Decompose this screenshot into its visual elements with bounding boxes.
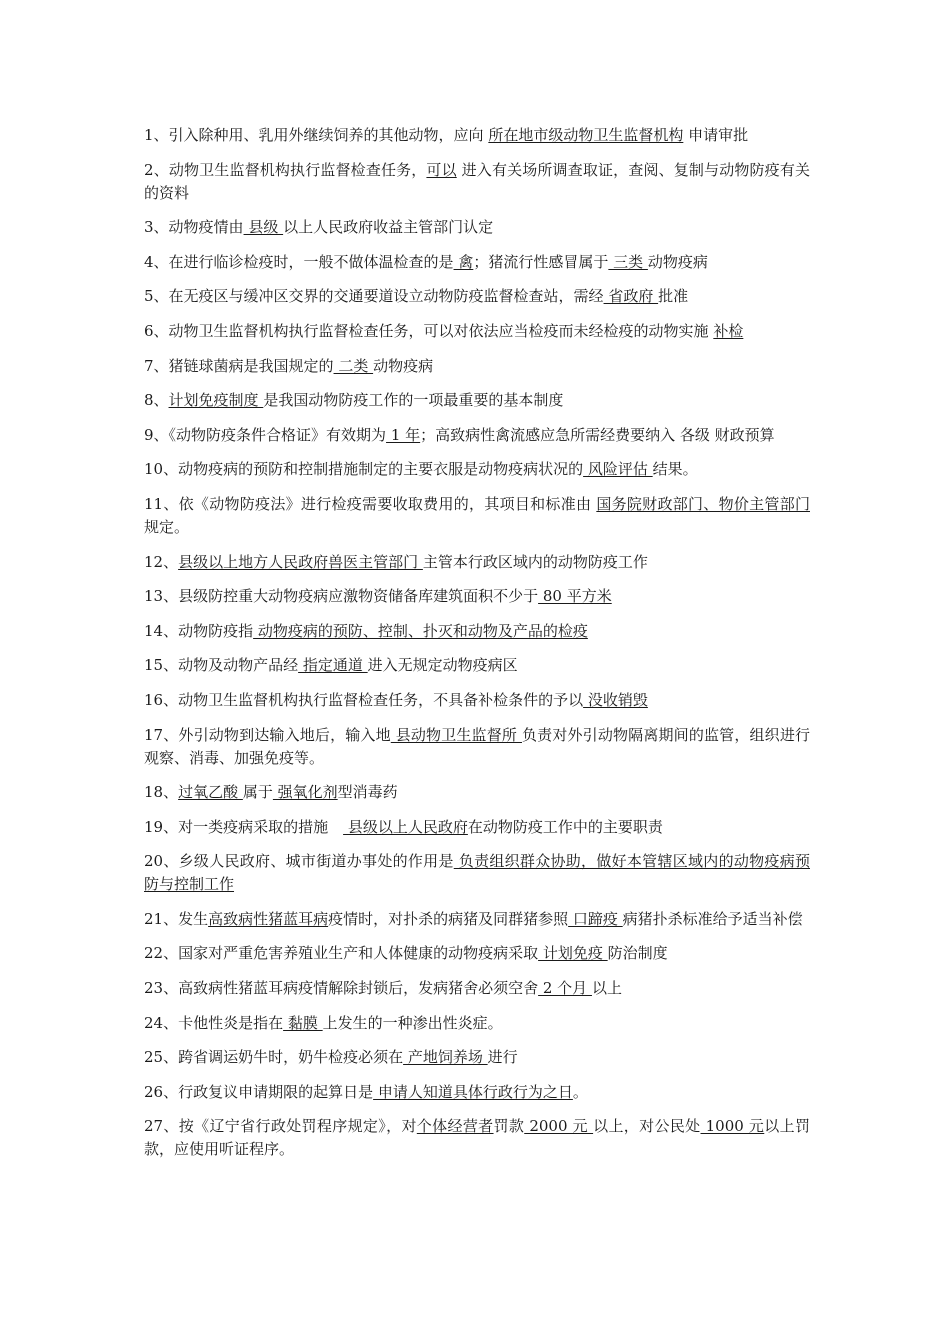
question-text: 18、 xyxy=(144,783,179,802)
answer-text: 过氧乙酸 xyxy=(178,783,243,802)
answer-text: 国务院财政部门、物价主管部门 xyxy=(596,494,810,513)
answer-text: 县级以上人民政府 xyxy=(343,817,468,836)
question-text: 16、动物卫生监督机构执行监督检查任务，不具备补检条件的予以 xyxy=(144,690,584,709)
question-item xyxy=(144,1046,810,1069)
question-text: ；猪流行性感冒属于 xyxy=(473,252,609,271)
answer-text: 产地饲养场 xyxy=(403,1048,488,1067)
question-item xyxy=(144,654,810,677)
answer-text: 二类 xyxy=(333,356,374,375)
question-text: 7、猪链球菌病是我国规定的 xyxy=(144,356,334,375)
question-item xyxy=(144,1115,810,1161)
question-text: 在动物防疫工作中的主要职责 xyxy=(467,817,663,836)
question-item xyxy=(144,689,810,712)
question-text: 21、发生 xyxy=(144,909,209,928)
answer-text: 县级 xyxy=(243,218,284,237)
question-text: 申请审批 xyxy=(683,126,749,144)
answer-text: 补检 xyxy=(713,321,744,340)
question-item xyxy=(144,251,810,274)
question-text: 22、国家对严重危害养殖业生产和人体健康的动物疫病采取 xyxy=(144,944,539,963)
question-text: 12、 xyxy=(144,552,179,571)
question-text: 26、行政复议申请期限的起算日是 xyxy=(144,1082,374,1101)
answer-text: 负责组织群众协助，做好本管辖区域内的动物疫病预防与控制工作 xyxy=(144,852,810,894)
question-text: 9、《动物防疫条件合格证》有效期为 xyxy=(144,425,387,444)
question-text: 批准 xyxy=(658,287,689,306)
question-text: 上发生的一种渗出性炎症。 xyxy=(322,1013,503,1032)
question-text: 以上，对公民处 xyxy=(593,1117,701,1136)
question-text: 进入无规定动物疫病区 xyxy=(367,656,518,675)
question-item xyxy=(144,620,810,643)
question-text: 5、在无疫区与缓冲区交界的交通要道设立动物防疫监督检查站，需经 xyxy=(144,287,604,306)
question-text: 1、引入除种用、乳用外继续饲养的其他动物，应向 xyxy=(144,126,489,144)
question-text: 。 xyxy=(572,1082,588,1101)
question-text: 23、高致病性猪蓝耳病疫情解除封锁后，发病猪舍必须空舍 xyxy=(144,979,539,998)
question-text: 以上 xyxy=(591,979,622,998)
question-text: 进入有关场所调查取证，查阅、复制与动物防疫有关的资料 xyxy=(144,160,810,202)
answer-text: 三类 xyxy=(608,252,648,271)
question-item xyxy=(144,285,810,308)
question-text: 规定。 xyxy=(144,517,190,536)
answer-text: 高致病性猪蓝耳病 xyxy=(208,909,329,928)
question-text: 15、动物及动物产品经 xyxy=(144,656,299,675)
question-text: 17、外引动物到达输入地后，输入地 xyxy=(144,725,391,744)
answer-text: 强氧化剂 xyxy=(272,783,338,802)
answer-text: 没收销毁 xyxy=(583,690,648,709)
question-text: 6、动物卫生监督机构执行监督检查任务，可以对依法应当检疫而未经检疫的动物实施 xyxy=(144,321,714,340)
question-item xyxy=(144,216,810,239)
question-item xyxy=(144,493,810,539)
question-text: 型消毒药 xyxy=(337,783,398,802)
question-text: 11、依《动物防疫法》进行检疫需要收取费用的，其项目和标准由 xyxy=(144,494,597,513)
question-text: 25、跨省调运奶牛时，奶牛检疫必须在 xyxy=(144,1048,404,1067)
answer-text: 计划免疫 xyxy=(538,944,608,963)
question-text: 疫情时，对扑杀的病猪及同群猪参照 xyxy=(328,909,569,928)
question-item xyxy=(144,124,810,147)
answer-text: 禽 xyxy=(453,252,474,271)
question-text: 4、在进行临诊检疫时，一般不做体温检查的是 xyxy=(144,252,454,271)
question-text: 罚款 xyxy=(493,1117,525,1136)
question-item xyxy=(144,424,810,447)
answer-text: 黏膜 xyxy=(283,1013,323,1032)
question-item xyxy=(144,585,810,608)
question-item xyxy=(144,781,810,804)
answer-text: 计划免疫制度 xyxy=(168,391,264,410)
answer-text: 县级以上地方人民政府兽医主管部门 xyxy=(178,552,423,571)
answer-text: 2 个月 xyxy=(538,979,592,998)
question-text: 以上罚款，应使用听证程序。 xyxy=(144,1117,810,1159)
question-text: 动物疫病 xyxy=(373,356,434,375)
answer-text: 所在地市级动物卫生监督机构 xyxy=(488,126,684,144)
answer-text: 动物疫病的预防、控制、扑灭和动物及产品的检疫 xyxy=(253,621,588,640)
answer-text: 个体经营者 xyxy=(416,1117,494,1136)
answer-text: 口蹄疫 xyxy=(568,909,623,928)
question-item xyxy=(144,816,810,839)
question-text: 动物疫病 xyxy=(647,252,708,271)
answer-text: 指定通道 xyxy=(298,656,368,675)
question-text: 属于 xyxy=(242,783,273,802)
question-text: 主管本行政区域内的动物防疫工作 xyxy=(422,552,648,571)
question-text: ；高致病性禽流感应急所需经费要纳入 各级 财政预算 xyxy=(420,425,775,444)
question-text: 8、 xyxy=(144,391,169,410)
question-item xyxy=(144,942,810,965)
question-item xyxy=(144,389,810,412)
question-item xyxy=(144,1081,810,1104)
answer-text: 省政府 xyxy=(603,287,659,306)
question-text: 是我国动物防疫工作的一项最重要的基本制度 xyxy=(263,391,564,410)
question-text: 20、乡级人民政府、城市街道办事处的作用是 xyxy=(144,852,454,871)
question-text: 结果。 xyxy=(652,460,698,479)
question-text: 14、动物防疫指 xyxy=(144,621,254,640)
question-text: 病猪扑杀标准给予适当补偿 xyxy=(622,909,803,928)
answer-text: 1 年 xyxy=(386,425,421,444)
answer-text: 县动物卫生监督所 xyxy=(390,725,522,744)
question-item xyxy=(144,458,810,481)
question-text: 27、按《辽宁省行政处罚程序规定》，对 xyxy=(144,1117,417,1136)
question-text: 19、对一类疫病采取的措施 xyxy=(144,817,344,836)
question-item xyxy=(144,320,810,343)
question-item xyxy=(144,551,810,574)
question-item xyxy=(144,977,810,1000)
question-item xyxy=(144,908,810,931)
question-item xyxy=(144,355,810,378)
answer-text: 风险评估 xyxy=(583,460,653,479)
question-item xyxy=(144,850,810,896)
question-text: 负责对外引动物隔离期间的监管，组织进行观察、消毒、加强免疫等。 xyxy=(144,725,810,767)
question-item xyxy=(144,159,810,205)
answer-text: 申请人知道具体行政行为之日 xyxy=(373,1082,573,1101)
question-text: 2、动物卫生监督机构执行监督检查任务， xyxy=(144,160,427,179)
question-text: 10、动物疫病的预防和控制措施制定的主要衣服是动物疫病状况的 xyxy=(144,460,584,479)
question-item xyxy=(144,724,810,770)
answer-text: 2000 元 xyxy=(524,1117,594,1136)
question-text: 13、县级防控重大动物疫病应激物资储备库建筑面积不少于 xyxy=(144,587,539,606)
answer-text: 80 平方米 xyxy=(538,587,612,606)
question-item xyxy=(144,1012,810,1035)
answer-text: 1000 元 xyxy=(700,1117,765,1136)
question-text: 防治制度 xyxy=(607,944,668,963)
question-text: 3、动物疫情由 xyxy=(144,218,244,237)
answer-text: 可以 xyxy=(426,160,457,179)
question-text: 24、卡他性炎是指在 xyxy=(144,1013,284,1032)
question-text: 以上人民政府收益主管部门认定 xyxy=(283,218,494,237)
question-text: 进行 xyxy=(487,1048,518,1067)
